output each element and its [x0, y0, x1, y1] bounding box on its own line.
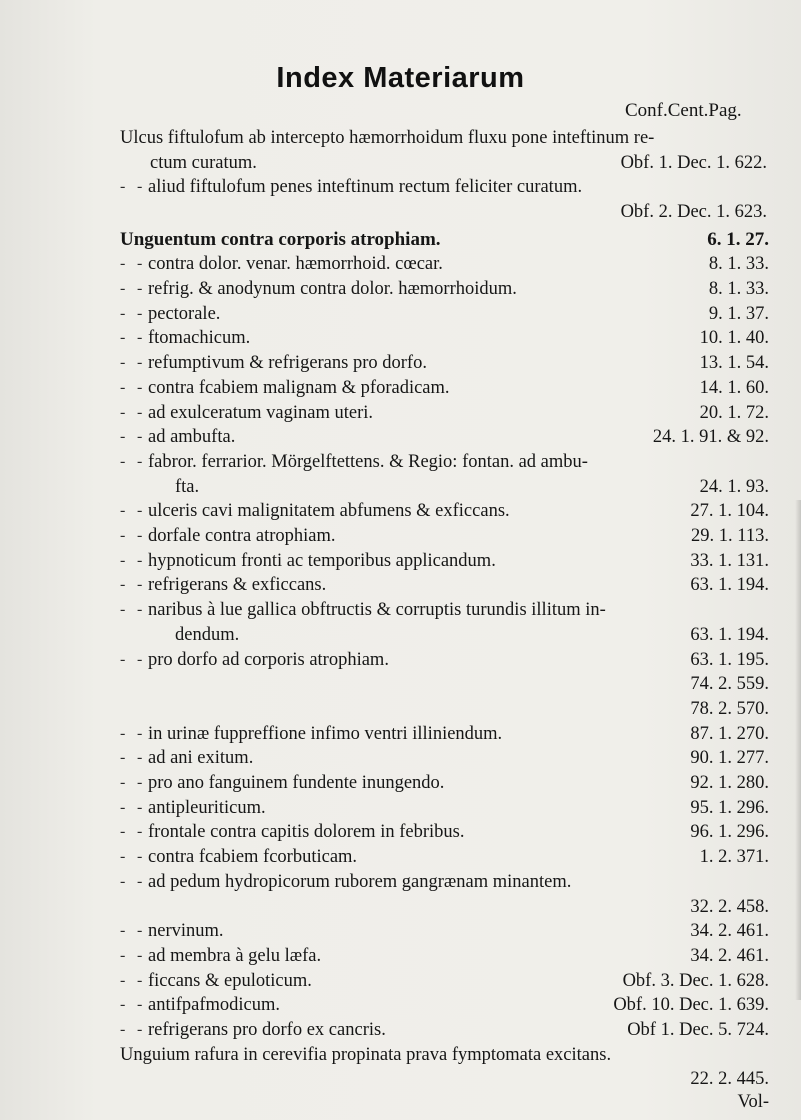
index-entry [0, 475, 801, 499]
entry-text: refumptivum & refrigerans pro dorfo. [148, 353, 427, 373]
dash-mark: - [137, 428, 143, 445]
entry-reference: 33. 1. 131. [690, 551, 769, 571]
index-entry [0, 376, 801, 400]
entry-reference: Obf. 3. Dec. 1. 628. [622, 971, 769, 991]
entry-reference: 63. 1. 195. [690, 650, 769, 670]
entry-reference: 20. 1. 72. [699, 403, 769, 423]
index-entry [0, 200, 801, 224]
index-entry [0, 151, 801, 175]
dash-mark: - [137, 552, 143, 569]
dash-mark: - [120, 379, 126, 396]
dash-mark: - [137, 1021, 143, 1038]
entry-text: in urinæ fuppreffione infimo ventri illiniendum. [148, 724, 503, 744]
index-entry [0, 351, 801, 375]
dash-mark: - [137, 873, 143, 890]
entry-reference: 78. 2. 570. [690, 699, 769, 719]
dash-mark: - [137, 651, 143, 668]
entry-reference: 14. 1. 60. [699, 378, 769, 398]
dash-mark: - [120, 823, 126, 840]
index-entry [0, 1090, 801, 1114]
index-entry [0, 993, 801, 1017]
entry-text: naribus à lue gallica obftructis & corruptis turundis illitum in- [148, 600, 606, 620]
entry-text: contra fcabiem fcorbuticam. [148, 847, 358, 867]
index-entry [0, 524, 801, 548]
dash-mark: - [137, 453, 143, 470]
dash-mark: - [120, 651, 126, 668]
dash-mark: - [137, 725, 143, 742]
entry-text: frontale contra capitis dolorem in febribus. [148, 822, 465, 842]
dash-mark: - [137, 996, 143, 1013]
dash-mark: - [120, 848, 126, 865]
dash-mark: - [120, 255, 126, 272]
index-entry [0, 722, 801, 746]
entry-text: fta. [175, 477, 200, 497]
index-entry [0, 1043, 801, 1067]
index-entry [0, 746, 801, 770]
dash-mark: - [137, 280, 143, 297]
dash-mark: - [137, 601, 143, 618]
entry-reference: 22. 2. 445. [690, 1069, 769, 1089]
dash-mark: - [137, 404, 143, 421]
entry-reference: Obf 1. Dec. 5. 724. [627, 1020, 769, 1040]
dash-mark: - [120, 996, 126, 1013]
dash-mark: - [137, 774, 143, 791]
index-entry [0, 944, 801, 968]
index-entry [0, 302, 801, 326]
entry-text: ctum curatum. [150, 153, 257, 173]
index-entry [0, 126, 801, 150]
dash-mark: - [120, 552, 126, 569]
dash-mark: - [137, 823, 143, 840]
dash-mark: - [120, 428, 126, 445]
index-entry [0, 796, 801, 820]
entry-reference: 96. 1. 296. [690, 822, 769, 842]
index-entry [0, 573, 801, 597]
dash-mark: - [120, 601, 126, 618]
entry-text: hypnoticum fronti ac temporibus applicandum. [148, 551, 496, 571]
entry-reference: Obf. 1. Dec. 1. 622. [620, 153, 767, 173]
entry-reference: 1. 2. 371. [699, 847, 769, 867]
entry-reference: 34. 2. 461. [690, 921, 769, 941]
dash-mark: - [137, 178, 143, 195]
index-entry [0, 549, 801, 573]
entry-reference: 63. 1. 194. [690, 575, 769, 595]
index-entry [0, 425, 801, 449]
dash-mark: - [137, 502, 143, 519]
index-entry [0, 870, 801, 894]
dash-mark: - [120, 502, 126, 519]
entry-text: ad ani exitum. [148, 748, 254, 768]
entry-text: ulceris cavi malignitatem abfumens & exficcans. [148, 501, 510, 521]
dash-mark: - [120, 873, 126, 890]
entry-text: Ulcus fiftulofum ab intercepto hæmorrhoidum fluxu pone inteftinum re- [120, 128, 655, 148]
dash-mark: - [120, 329, 126, 346]
index-entry [0, 326, 801, 350]
entry-text: dendum. [175, 625, 240, 645]
entry-text: refrigerans pro dorfo ex cancris. [148, 1020, 386, 1040]
index-entry [0, 1018, 801, 1042]
entry-text: ad membra à gelu læfa. [148, 946, 322, 966]
entry-reference: 24. 1. 93. [699, 477, 769, 497]
entry-text: antipleuriticum. [148, 798, 266, 818]
dash-mark: - [137, 749, 143, 766]
index-entry [0, 598, 801, 622]
entry-text: pectorale. [148, 304, 221, 324]
index-entry [0, 228, 801, 252]
dash-mark: - [120, 280, 126, 297]
dash-mark: - [120, 354, 126, 371]
index-entry [0, 252, 801, 276]
index-entry [0, 672, 801, 696]
index-entry [0, 969, 801, 993]
dash-mark: - [120, 947, 126, 964]
entry-reference: 8. 1. 33. [708, 279, 769, 299]
entry-text: dorfale contra atrophiam. [148, 526, 336, 546]
dash-mark: - [137, 305, 143, 322]
entry-text: ftomachicum. [148, 328, 251, 348]
dash-mark: - [120, 178, 126, 195]
entry-text: Unguium rafura in cerevifia propinata prava fymptomata excitans. [120, 1045, 612, 1065]
entry-reference: 92. 1. 280. [690, 773, 769, 793]
dash-mark: - [120, 972, 126, 989]
reference-header: Conf.Cent.Pag. [625, 100, 742, 121]
dash-mark: - [120, 725, 126, 742]
entry-reference: Vol- [737, 1092, 769, 1112]
entry-reference: 27. 1. 104. [690, 501, 769, 521]
entry-reference: 10. 1. 40. [699, 328, 769, 348]
dash-mark: - [120, 576, 126, 593]
dash-mark: - [120, 1021, 126, 1038]
index-entry [0, 895, 801, 919]
index-entry [0, 623, 801, 647]
index-entry [0, 820, 801, 844]
entry-reference: 63. 1. 194. [690, 625, 769, 645]
index-entry [0, 450, 801, 474]
index-entry [0, 648, 801, 672]
dash-mark: - [137, 922, 143, 939]
entry-reference: Obf. 10. Dec. 1. 639. [613, 995, 769, 1015]
index-entry [0, 1067, 801, 1091]
entry-text: ad ambufta. [148, 427, 236, 447]
entry-text: nervinum. [148, 921, 224, 941]
index-entry [0, 175, 801, 199]
dash-mark: - [137, 972, 143, 989]
entry-text: contra dolor. venar. hæmorrhoid. cœcar. [148, 254, 443, 274]
entry-reference: Obf. 2. Dec. 1. 623. [620, 202, 767, 222]
entry-reference: 95. 1. 296. [690, 798, 769, 818]
index-entry [0, 845, 801, 869]
entry-text: ad exulceratum vaginam uteri. [148, 403, 373, 423]
dash-mark: - [120, 799, 126, 816]
dash-mark: - [120, 527, 126, 544]
dash-mark: - [120, 453, 126, 470]
dash-mark: - [120, 774, 126, 791]
entry-reference: 29. 1. 113. [691, 526, 769, 546]
entry-reference: 24. 1. 91. & 92. [652, 427, 769, 447]
entry-reference: 9. 1. 37. [708, 304, 769, 324]
index-entry [0, 277, 801, 301]
page-title: Index Materiarum [276, 62, 525, 94]
entry-text: refrig. & anodynum contra dolor. hæmorrhoidum. [148, 279, 517, 299]
dash-mark: - [137, 799, 143, 816]
dash-mark: - [120, 749, 126, 766]
index-entry [0, 401, 801, 425]
dash-mark: - [137, 354, 143, 371]
dash-mark: - [137, 947, 143, 964]
entry-reference: 8. 1. 33. [708, 254, 769, 274]
dash-mark: - [120, 404, 126, 421]
dash-mark: - [120, 922, 126, 939]
entry-reference: 13. 1. 54. [699, 353, 769, 373]
entry-text: antifpafmodicum. [148, 995, 281, 1015]
dash-mark: - [137, 848, 143, 865]
entry-text: ficcans & epuloticum. [148, 971, 312, 991]
entry-text: aliud fiftulofum penes inteftinum rectum feliciter curatum. [148, 177, 583, 197]
entry-text: fabror. ferrarior. Mörgelftettens. & Regio: fontan. ad ambu- [148, 452, 588, 472]
dash-mark: - [120, 305, 126, 322]
dash-mark: - [137, 527, 143, 544]
entry-text: refrigerans & exficcans. [148, 575, 327, 595]
dash-mark: - [137, 329, 143, 346]
index-entry [0, 499, 801, 523]
entry-reference: 90. 1. 277. [690, 748, 769, 768]
index-entry [0, 919, 801, 943]
dash-mark: - [137, 576, 143, 593]
entry-text: pro ano fanguinem fundente inungendo. [148, 773, 445, 793]
entry-reference: 32. 2. 458. [690, 897, 769, 917]
entry-text: pro dorfo ad corporis atrophiam. [148, 650, 389, 670]
dash-mark: - [137, 379, 143, 396]
entry-text: contra fcabiem malignam & pforadicam. [148, 378, 450, 398]
entry-reference: 6. 1. 27. [707, 229, 769, 250]
entry-reference: 74. 2. 559. [690, 674, 769, 694]
entry-text: Unguentum contra corporis atrophiam. [120, 229, 441, 250]
page-edge-shadow [795, 500, 801, 1000]
index-entry [0, 697, 801, 721]
dash-mark: - [137, 255, 143, 272]
index-entry [0, 771, 801, 795]
entry-reference: 34. 2. 461. [690, 946, 769, 966]
entry-text: ad pedum hydropicorum ruborem gangrænam minantem. [148, 872, 572, 892]
entry-reference: 87. 1. 270. [690, 724, 769, 744]
